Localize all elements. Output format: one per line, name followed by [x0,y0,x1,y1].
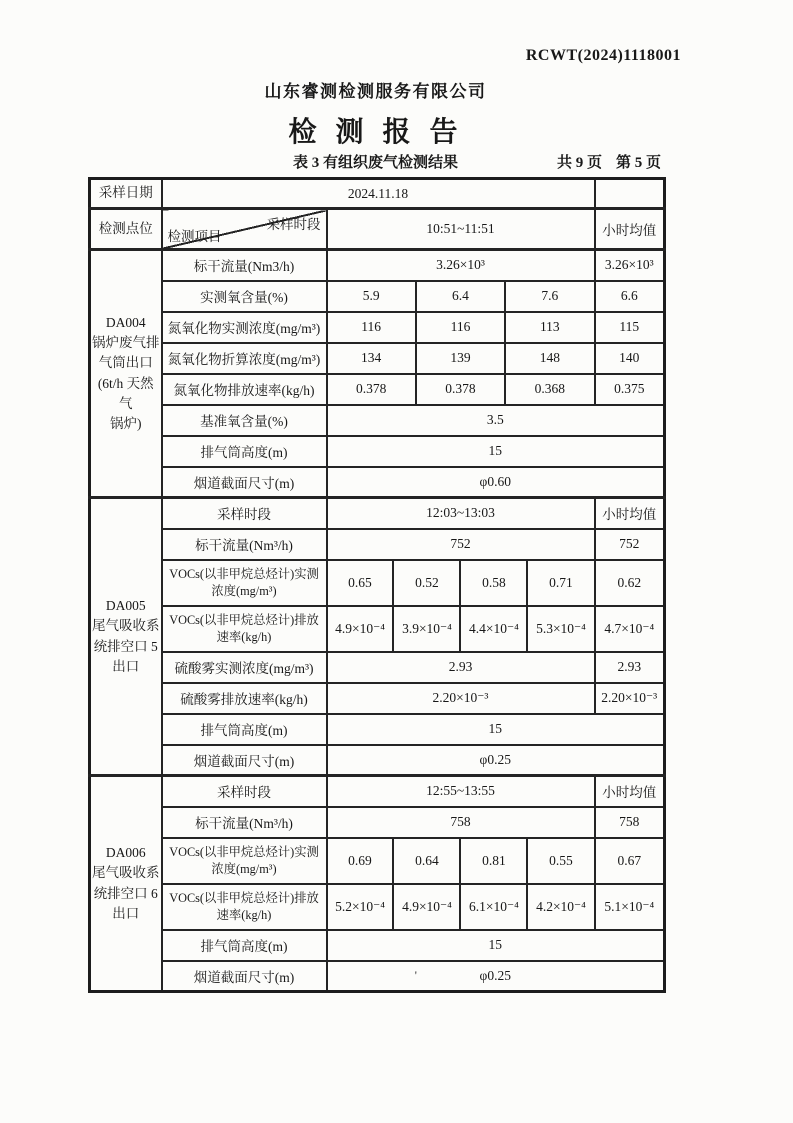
hour-average-value: 小时均值 [595,498,665,529]
row-label: VOCs(以非甲烷总烃计)实测浓度(mg/m³) [162,560,327,606]
sampling-date-label: 采样日期 [90,179,162,209]
table-row [90,312,665,343]
row-label: VOCs(以非甲烷总烃计)实测浓度(mg/m³) [162,838,327,884]
sample-value: 3.9×10⁻⁴ [393,606,460,652]
monitoring-point-cell [90,776,162,992]
sample-value: 0.71 [527,560,594,606]
table-row [90,436,665,467]
hour-average-value: 小时均值 [595,776,665,807]
table-row [90,745,665,776]
sample-span-value: 12:03~13:03 [327,498,595,529]
row-label: 硫酸雾排放速率(kg/h) [162,683,327,714]
table-row [90,884,665,930]
table-row [90,961,665,992]
full-span-value: 15 [327,714,665,745]
sample-value: 148 [505,343,594,374]
table-caption: 表 3 有组织废气检测结果 [292,155,458,171]
monitoring-point-header: 检测点位 [90,209,162,250]
monitoring-point-cell [90,250,162,498]
full-span-value: φ0.60 [327,467,665,498]
row-label: VOCs(以非甲烷总烃计)排放速率(kg/h) [162,884,327,930]
table-row [90,374,665,405]
hour-average-value: 758 [595,807,665,838]
sample-value: 5.9 [327,281,416,312]
sample-value: 113 [505,312,594,343]
point-line: DA004 [105,314,146,330]
point-line: 尾气吸收系 [92,865,160,881]
point-line: 锅炉) [110,416,142,431]
diag-label-period: 采样时段 [266,217,321,232]
full-span-value: 15 [327,930,665,961]
table-header-row [90,209,665,250]
sample-value: 4.4×10⁻⁴ [460,606,527,652]
sample-span-value: 2.93 [327,652,595,683]
table-row [90,606,665,652]
sample-value: 0.64 [393,838,460,884]
sample-value: 5.3×10⁻⁴ [527,606,594,652]
table-row [90,281,665,312]
hour-average-value: 2.93 [595,652,665,683]
hour-average-value: 0.67 [595,838,665,884]
diagonal-header-cell [162,209,327,250]
table-row [90,807,665,838]
sample-value: 4.2×10⁻⁴ [527,884,594,930]
row-label: 排气筒高度(m) [162,930,327,961]
table-row [90,930,665,961]
sample-value: 7.6 [505,281,594,312]
point-line: DA006 [105,845,146,860]
table-row [90,405,665,436]
point-line: 出口 [112,905,140,921]
sampling-period-value: 10:51~11:51 [327,209,595,250]
monitoring-point-cell [90,498,162,776]
hour-average-value: 0.62 [595,560,665,606]
hour-average-value: 752 [595,529,665,560]
emission-results-table [88,177,666,993]
point-line: 出口 [112,658,140,674]
full-span-value: φ0.25 [327,745,665,776]
point-line: 统排空口 5 [93,638,158,654]
point-line: 气筒出口 [98,355,153,371]
table-row [90,467,665,498]
row-label: 采样时段 [162,776,327,807]
point-line: 锅炉废气排 [92,335,160,350]
table-row [90,652,665,683]
sample-value: 6.4 [416,281,505,312]
full-span-value: φ0.25 ' [327,961,665,992]
table-row [90,343,665,374]
row-label: 采样时段 [162,498,327,529]
sample-value: 0.368 [505,374,594,405]
sample-value: 0.55 [527,838,594,884]
page-current: 第 5 页 [615,155,661,171]
sample-value: 139 [416,343,505,374]
table-row [90,714,665,745]
table-row [90,529,665,560]
row-label: 氮氧化物折算浓度(mg/m³) [162,343,327,374]
sampling-date-row [90,179,665,209]
table-row [90,776,665,807]
point-line: 统排空口 6 [93,885,158,901]
caption-row [88,151,663,173]
hour-average-value: 140 [595,343,665,374]
full-span-value: 15 [327,436,665,467]
company-name: 山东睿测检测服务有限公司 [264,82,487,101]
sample-span-value: 3.26×10³ [327,250,595,281]
row-label: 氮氧化物实测浓度(mg/m³) [162,312,327,343]
point-line: DA005 [105,598,146,613]
row-label: 标干流量(Nm3/h) [162,250,327,281]
hour-average-value: 5.1×10⁻⁴ [595,884,665,930]
table-row [90,838,665,884]
row-label: 基准氧含量(%) [162,405,327,436]
sample-value: 4.9×10⁻⁴ [393,884,460,930]
sample-span-value: 758 [327,807,595,838]
row-label: 烟道截面尺寸(m) [162,745,327,776]
hour-average-header: 小时均值 [595,209,665,250]
row-label: 标干流量(Nm³/h) [162,529,327,560]
hour-average-value: 115 [595,312,665,343]
hour-average-value: 0.375 [595,374,665,405]
diag-label-item: 检测项目 [167,229,222,244]
sample-span-value: 2.20×10⁻³ [327,683,595,714]
sample-value: 4.9×10⁻⁴ [327,606,394,652]
sample-value: 5.2×10⁻⁴ [327,884,394,930]
hour-average-value: 3.26×10³ [595,250,665,281]
report-title: 检 测 报 告 [288,117,463,148]
sampling-date-value: 2024.11.18 [162,179,595,209]
sample-value: 6.1×10⁻⁴ [460,884,527,930]
sample-value: 116 [327,312,416,343]
row-label: 氮氧化物排放速率(kg/h) [162,374,327,405]
row-label: 标干流量(Nm³/h) [162,807,327,838]
row-label: 烟道截面尺寸(m) [162,467,327,498]
sample-value: 0.58 [460,560,527,606]
table-row [90,683,665,714]
row-label: VOCs(以非甲烷总烃计)排放速率(kg/h) [162,606,327,652]
sample-value: 0.52 [393,560,460,606]
sample-span-value: 12:55~13:55 [327,776,595,807]
row-label: 烟道截面尺寸(m) [162,961,327,992]
point-line: (6t/h 天然气 [97,375,154,411]
row-label: 实测氧含量(%) [162,281,327,312]
row-label: 硫酸雾实测浓度(mg/m³) [162,652,327,683]
sample-value: 0.81 [460,838,527,884]
row-label: 排气筒高度(m) [162,436,327,467]
sample-value: 116 [416,312,505,343]
sample-value: 0.69 [327,838,394,884]
row-label: 排气筒高度(m) [162,714,327,745]
sample-value: 134 [327,343,416,374]
sample-span-value: 752 [327,529,595,560]
sample-value: 0.378 [327,374,416,405]
table-row [90,498,665,529]
table-row [90,560,665,606]
sample-value: 0.378 [416,374,505,405]
sample-value: 0.65 [327,560,394,606]
scan-artifact-mark: ' [414,967,417,982]
point-line: 尾气吸收系 [92,618,160,634]
full-span-value: 3.5 [327,405,665,436]
table-row [90,250,665,281]
hour-average-value: 4.7×10⁻⁴ [595,606,665,652]
pages-total: 共 9 页 [556,155,602,171]
page-indicator [543,151,661,172]
hour-average-value: 2.20×10⁻³ [595,683,665,714]
document-number: RCWT(2024)1118001 [525,47,681,64]
hour-average-value: 6.6 [595,281,665,312]
